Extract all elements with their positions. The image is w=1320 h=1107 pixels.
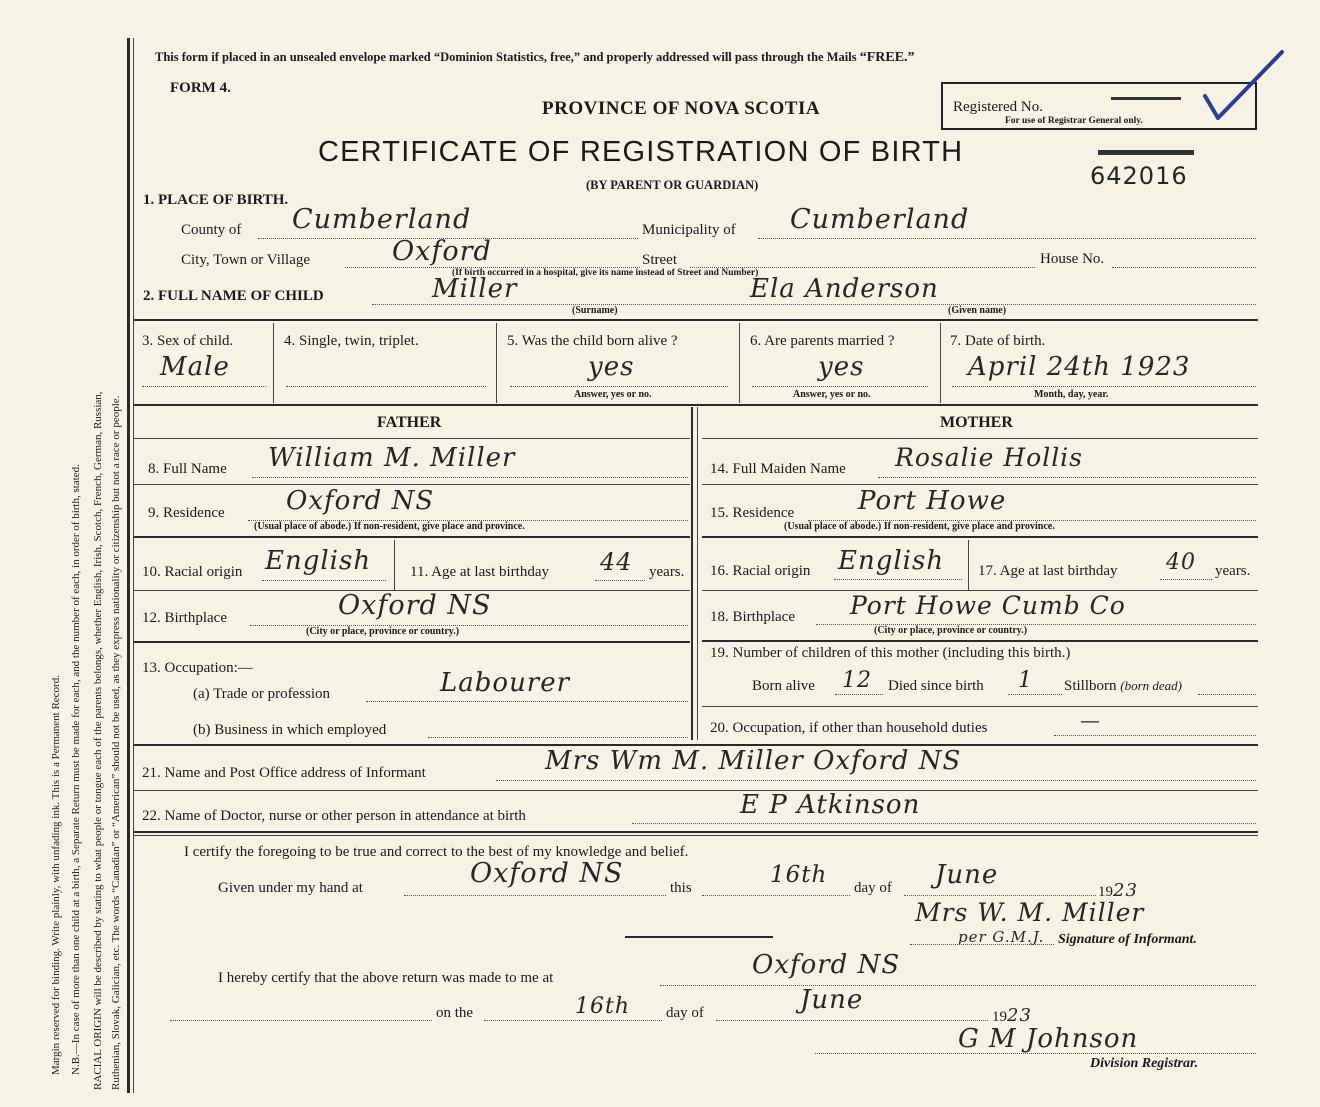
certify-statement: I certify the foregoing to be true and correct to the best of my knowledge and belief.	[184, 844, 689, 860]
given-place: Oxford NS	[470, 858, 624, 889]
checkmark-icon	[1200, 48, 1290, 128]
father-residence-label: 9. Residence	[148, 505, 225, 521]
given-month: June	[935, 860, 999, 890]
died-count: 1	[1018, 668, 1033, 693]
father-trade-label: (a) Trade or profession	[193, 686, 331, 702]
city-label: City, Town or Village	[181, 252, 311, 268]
father-age: 44	[600, 548, 633, 576]
dob-label: 7. Date of birth.	[950, 333, 1046, 349]
given-name-label: (Given name)	[948, 305, 1007, 316]
mother-residence-note: (Usual place of abode.) If non-resident, give place and province.	[784, 521, 1055, 532]
mother-name-label: 14. Full Maiden Name	[710, 461, 846, 477]
registrar-signature: G M Johnson	[958, 1024, 1139, 1054]
child-surname: Miller	[432, 274, 518, 304]
city-value: Oxford	[392, 236, 492, 267]
reg-year-prefix: 1923	[992, 1005, 1032, 1026]
mother-years-label: years.	[1215, 563, 1251, 579]
surname-label: (Surname)	[572, 305, 618, 316]
child-given-name: Ela Anderson	[750, 274, 939, 304]
born-alive-count: 12	[842, 668, 872, 693]
given-day: 16th	[770, 862, 828, 888]
father-racial: English	[265, 546, 372, 576]
registered-strike	[1111, 97, 1181, 100]
registrar-statement: I hereby certify that the above return was made to me at	[218, 970, 554, 986]
margin-line-2: N.B.—In case of more than one child at a birth, a Separate Return must be made for each, and the number of each, in order of birth, stated.	[70, 464, 82, 1075]
mother-age-label: 17. Age at last birthday	[978, 563, 1118, 579]
father-trade: Labourer	[440, 668, 571, 698]
mother-occupation: —	[1080, 708, 1101, 732]
given-under-label: Given under my hand at	[218, 880, 363, 896]
registered-label: Registered No.	[953, 99, 1043, 115]
sex-value: Male	[160, 352, 230, 382]
born-alive-answer: yes	[588, 352, 635, 382]
child-name-label: 2. FULL NAME OF CHILD	[143, 288, 324, 304]
title-scribble	[1098, 150, 1194, 155]
mother-residence: Port Howe	[858, 486, 1007, 516]
mail-notice: This form if placed in an unsealed envelope marked “Dominion Statistics, free,” and properly addressed will pass through the Mails “FREE.”	[155, 50, 915, 65]
dob-value: April 24th 1923	[968, 352, 1191, 382]
free-text: “FREE.”	[859, 50, 915, 65]
father-residence-note: (Usual place of abode.) If non-resident, give place and province.	[254, 521, 525, 532]
county-value: Cumberland	[292, 204, 472, 235]
place-of-birth-heading: 1. PLACE OF BIRTH.	[143, 192, 289, 208]
section-separator	[625, 936, 773, 938]
division-registrar-label: Division Registrar.	[1090, 1056, 1199, 1071]
house-label: House No.	[1040, 251, 1105, 267]
born-alive-label: Born alive	[752, 678, 815, 694]
margin-line-1: Margin reserved for binding. Write plainly, with unfading ink. This is a Permanent Record.	[50, 675, 62, 1075]
county-label: County of	[181, 222, 242, 238]
children-count-label: 19. Number of children of this mother (including this birth.)	[710, 645, 1071, 661]
father-age-label: 11. Age at last birthday	[410, 564, 549, 580]
municipality-value: Cumberland	[790, 204, 970, 235]
stillborn-label: Stillborn (born dead)	[1064, 678, 1183, 694]
registrar-day: 16th	[575, 994, 631, 1019]
born-alive-question: 5. Was the child born alive ?	[507, 333, 678, 349]
married-question: 6. Are parents married ?	[750, 333, 895, 349]
married-answer: yes	[818, 352, 865, 382]
street-label: Street	[642, 252, 677, 268]
margin-line-3: RACIAL ORIGIN will be described by stating to what people or tongue each of the parents belongs, whether English, Irish, Scotch, French, German, Russian,	[92, 391, 104, 1090]
registrar-year: 23	[1007, 1005, 1032, 1026]
father-heading: FATHER	[377, 414, 442, 431]
mother-occupation-label: 20. Occupation, if other than household duties	[710, 720, 988, 736]
form-number: FORM 4.	[170, 80, 231, 96]
certificate-subtitle: (BY PARENT OR GUARDIAN)	[586, 178, 759, 192]
signature-informant-label: Signature of Informant.	[1058, 932, 1197, 947]
given-year: 23	[1113, 880, 1138, 901]
father-birthplace-label: 12. Birthplace	[142, 610, 227, 626]
mother-racial: English	[838, 546, 945, 576]
doctor-label: 22. Name of Doctor, nurse or other person in attendance at birth	[142, 808, 526, 824]
mother-heading: MOTHER	[940, 414, 1013, 431]
registered-number: 642016	[1090, 162, 1188, 190]
hospital-note: (If birth occurred in a hospital, give its name instead of Street and Number)	[452, 268, 759, 278]
mother-birthplace-label: 18. Birthplace	[710, 609, 795, 625]
dob-note: Month, day, year.	[1034, 389, 1109, 400]
reg-day-of-label: day of	[666, 1005, 704, 1021]
mother-age: 40	[1166, 550, 1196, 575]
multiple-birth-label: 4. Single, twin, triplet.	[284, 333, 419, 349]
municipality-label: Municipality of	[642, 222, 736, 238]
father-years-label: years.	[649, 564, 685, 580]
father-name-label: 8. Full Name	[148, 461, 227, 477]
died-label: Died since birth	[888, 678, 984, 694]
father-racial-label: 10. Racial origin	[142, 564, 243, 580]
father-name: William M. Miller	[268, 443, 516, 473]
sex-label: 3. Sex of child.	[142, 333, 234, 349]
mother-residence-label: 15. Residence	[710, 505, 795, 521]
informant-signature: Mrs W. M. Miller	[915, 898, 1145, 927]
mother-name: Rosalie Hollis	[895, 443, 1084, 472]
registrar-place: Oxford NS	[752, 950, 901, 980]
binding-line	[127, 38, 130, 1093]
certificate-title: CERTIFICATE OF REGISTRATION OF BIRTH	[318, 136, 964, 168]
registrar-month: June	[800, 985, 864, 1015]
on-the-label: on the	[436, 1005, 474, 1021]
registered-note: For use of Registrar General only.	[1005, 116, 1143, 126]
father-business-label: (b) Business in which employed	[193, 722, 387, 738]
married-answer-note: Answer, yes or no.	[793, 389, 871, 400]
informant-value: Mrs Wm M. Miller Oxford NS	[545, 746, 962, 776]
mother-birthplace: Port Howe Cumb Co	[850, 591, 1126, 620]
margin-line-4: Ruthenian, Slovak, Galician, etc. The words “Canadian” or “American” should not be used, as they express nationality or citizenship but not a race or people.	[110, 395, 122, 1090]
father-occupation-label: 13. Occupation:—	[142, 660, 253, 676]
mother-racial-label: 16. Racial origin	[710, 563, 811, 579]
alive-answer-note: Answer, yes or no.	[574, 389, 652, 400]
father-residence: Oxford NS	[286, 486, 435, 516]
doctor-value: E P Atkinson	[740, 790, 921, 820]
father-birthplace-note: (City or place, province or country.)	[306, 626, 460, 637]
informant-label: 21. Name and Post Office address of Informant	[142, 765, 426, 781]
province-heading: PROVINCE OF NOVA SCOTIA	[542, 98, 821, 119]
mother-birthplace-note: (City or place, province or country.)	[874, 625, 1028, 636]
stillborn-note: (born dead)	[1120, 678, 1183, 693]
this-label: this	[670, 880, 692, 896]
father-birthplace: Oxford NS	[338, 590, 492, 621]
year-prefix: 1923	[1098, 880, 1138, 901]
signature-per: per G.M.J.	[958, 928, 1045, 946]
binding-line-inner	[133, 38, 134, 1093]
day-of-label: day of	[854, 880, 892, 896]
